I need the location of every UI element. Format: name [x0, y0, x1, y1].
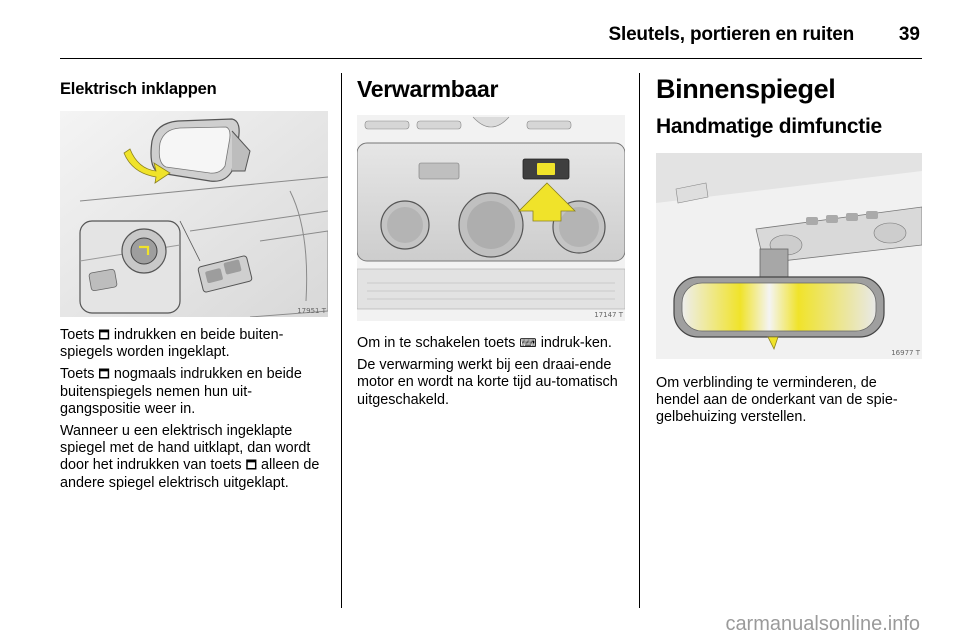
- column-divider-2: [639, 73, 640, 608]
- figure-mirror-folding: [60, 111, 328, 317]
- section-heading-heated: Verwarmbaar: [357, 76, 499, 102]
- figure-heated-mirror: [357, 115, 625, 321]
- interior-mirror-text: [656, 375, 922, 427]
- paragraph-1: Om verblinding te verminderen, de hendel aan de onderkant van de spie-gelbehuizing verstellen.: [656, 375, 898, 426]
- column-heated: [357, 72, 625, 414]
- figure-interior-mirror: [656, 153, 922, 359]
- column-folding: [60, 72, 328, 497]
- figure-ref-2: 17147 T: [594, 311, 623, 319]
- section-heading-folding: Elektrisch inklappen: [60, 80, 217, 98]
- column-divider-1: [341, 73, 342, 608]
- rear-window-heating-icon: ⌨: [519, 336, 537, 350]
- watermark: carmanualsonline.info: [725, 613, 920, 635]
- illustration-door-mirror-switch: [60, 111, 328, 317]
- mirror-fold-icon: 🗖: [245, 458, 258, 473]
- figure-ref-3: 16977 T: [891, 349, 920, 357]
- paragraph-1: Om in te schakelen toets ⌨ indruk-ken.: [357, 335, 612, 351]
- folding-text: [60, 327, 328, 492]
- paragraph-2: De verwarming werkt bij een draai-ende motor en wordt na korte tijd au-tomatisch uitgeschakeld.: [357, 357, 618, 408]
- page-header: [60, 12, 922, 54]
- header-title: Sleutels, portieren en ruiten: [608, 24, 854, 45]
- illustration-rear-view-mirror: [656, 153, 922, 359]
- paragraph-1: Toets 🗖 indrukken en beide buiten-spiegels worden ingeklapt.: [60, 327, 284, 361]
- figure-ref-1: 17951 T: [297, 307, 326, 315]
- paragraph-3: Wanneer u een elektrisch ingeklapte spiegel met de hand uitklapt, dan wordt door het indrukken van toets 🗖 alleen de andere spiegel elektrisch uitgeklapt.: [60, 423, 320, 491]
- subheading-manual-dimming: Handmatige dimfunctie: [656, 115, 882, 138]
- section-heading-interior-mirror: Binnenspiegel: [656, 74, 836, 104]
- page-number: 39: [898, 24, 920, 45]
- heated-text: [357, 335, 625, 409]
- paragraph-2: Toets 🗖 nogmaals indrukken en beide buitenspiegels nemen hun uit-gangspositie weer in.: [60, 366, 302, 417]
- illustration-climate-panel: [357, 115, 625, 321]
- mirror-fold-icon: 🗖: [98, 328, 110, 342]
- column-interior-mirror: [656, 72, 922, 432]
- mirror-fold-icon: 🗖: [98, 367, 110, 382]
- header-rule: [60, 58, 922, 59]
